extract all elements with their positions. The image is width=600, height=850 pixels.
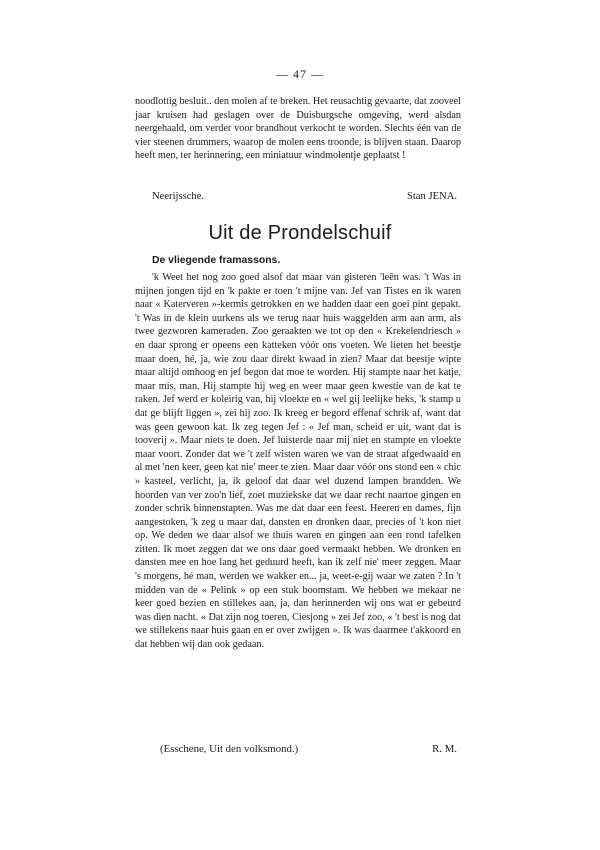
author-initials: R. M. [432, 743, 457, 755]
intro-section [135, 95, 461, 163]
signature-line [152, 191, 457, 202]
article-body: 'k Weet het nog zoo goed alsof dat maar van gisteren 'leên was. 't Was in mijnen jongen tijd en 'k pakte er toen 't mijne van. Jef van Tistes en ik waren naar « Katerveren »-kermis getrokken en we hadden daar een goei pint gepakt. 't Was in de klein uurkens als we terug naar huis waggelden arm aan arm, als twee gezworen kameraden. Zoo geraakten we tot op den « Krekelendriesch » en daar sprong er opeens een katteken vóór ons voeten. We lieten het beestje maar doen, hé, ja, wie zou daar direkt kwaad in zien? Maar dat beestje wipte maar altijd omhoog en jef begon dat moe te worden. Hij stampte naar het katje, maar mis, man. Hij stampte hij weg en weer maar geen kwestie van de kat te raken. Jef werd er koleirig van, hij vloekte en « wel gij leelijke heks, 'k stamp u dat ge blijft liggen », zei hij zoo. Ik kreeg er begord effenaf schrik af, want dat was geen gewoon kat. Ik zeg tegen Jef : « Jef man, scheid er uit, want dat is tooverij ». Maar niets te doen. Jef luisterde naar mij niet en stampte en vloekte maar voort. Zonder dat we 't zelf wisten waren we van de straat afgedwaaid en al met 'nen keer, geen kat nie' meer te zien. Maar daar vóór ons stond een « chic » kasteel, verlicht, ja, ik geloof dat daar wel duzend lampen brandden. We hoorden van ver zoo'n lief, zoet muziekske dat we daar recht naartoe gingen en zonder schrik binnenstapten. Was me dat daar een feest. Heeren en dames, fijn aangestoken, 'k zeg u maar dat, dansten en dronken daar, precies of 't kon niet op. We deden we daar alsof we thuis waren en gingen aan een rond tafelken zitten. Ik moet zeggen dat we ons daar goed vermaakt hebben. We dronken en dansten mee en hoe lang het geduurd heeft, kan ik zelf nie' meer zeggen. Maar 's morgens, hé man, werden we wakker en... ja, weet-e-gij waar we zaten ? In 't midden van de « Pelink » op een stuk boomstam. We hebben we mekaar ne keer goed bezien en stillekes aan, ja, dan herinnerden wij ons wat er gebeurd was dien nacht. « Dat zijn nog toeren, Ciesjong » zei Jef zoo, « 't best is nog dat we stillekens naar huis gaan en er over zwijgen ». Ik was daarmee t'akkoord en dat hebben wij dan ook gedaan. [135, 272, 461, 651]
article-subtitle: De vliegende framassons. [152, 255, 281, 266]
signature-place: Neerijssche. [152, 191, 205, 202]
article-section [135, 271, 461, 652]
source-attribution: (Esschene, Uit den volksmond.) [160, 743, 299, 755]
intro-paragraph: noodlottig besluit.. den molen af te breken. Het reusachtig gevaarte, dat zooveel jaar kruisen had geslagen over de Duisburgsche omgeving, werd alsdan neergehaald, om verder voor brandhout verkocht te worden. Slechts één van de vier steenen drummers, waarop de molen eens troonde, is blijven staan. Daarop heeft men, ter herinnering, een miniatuur windmolentje geplaatst ! [135, 96, 461, 162]
article-footer [160, 743, 457, 755]
signature-author: Stan JENA. [406, 191, 457, 202]
article-title: Uit de Prondelschuif [208, 222, 392, 244]
page-number: — 47 — [276, 67, 324, 81]
